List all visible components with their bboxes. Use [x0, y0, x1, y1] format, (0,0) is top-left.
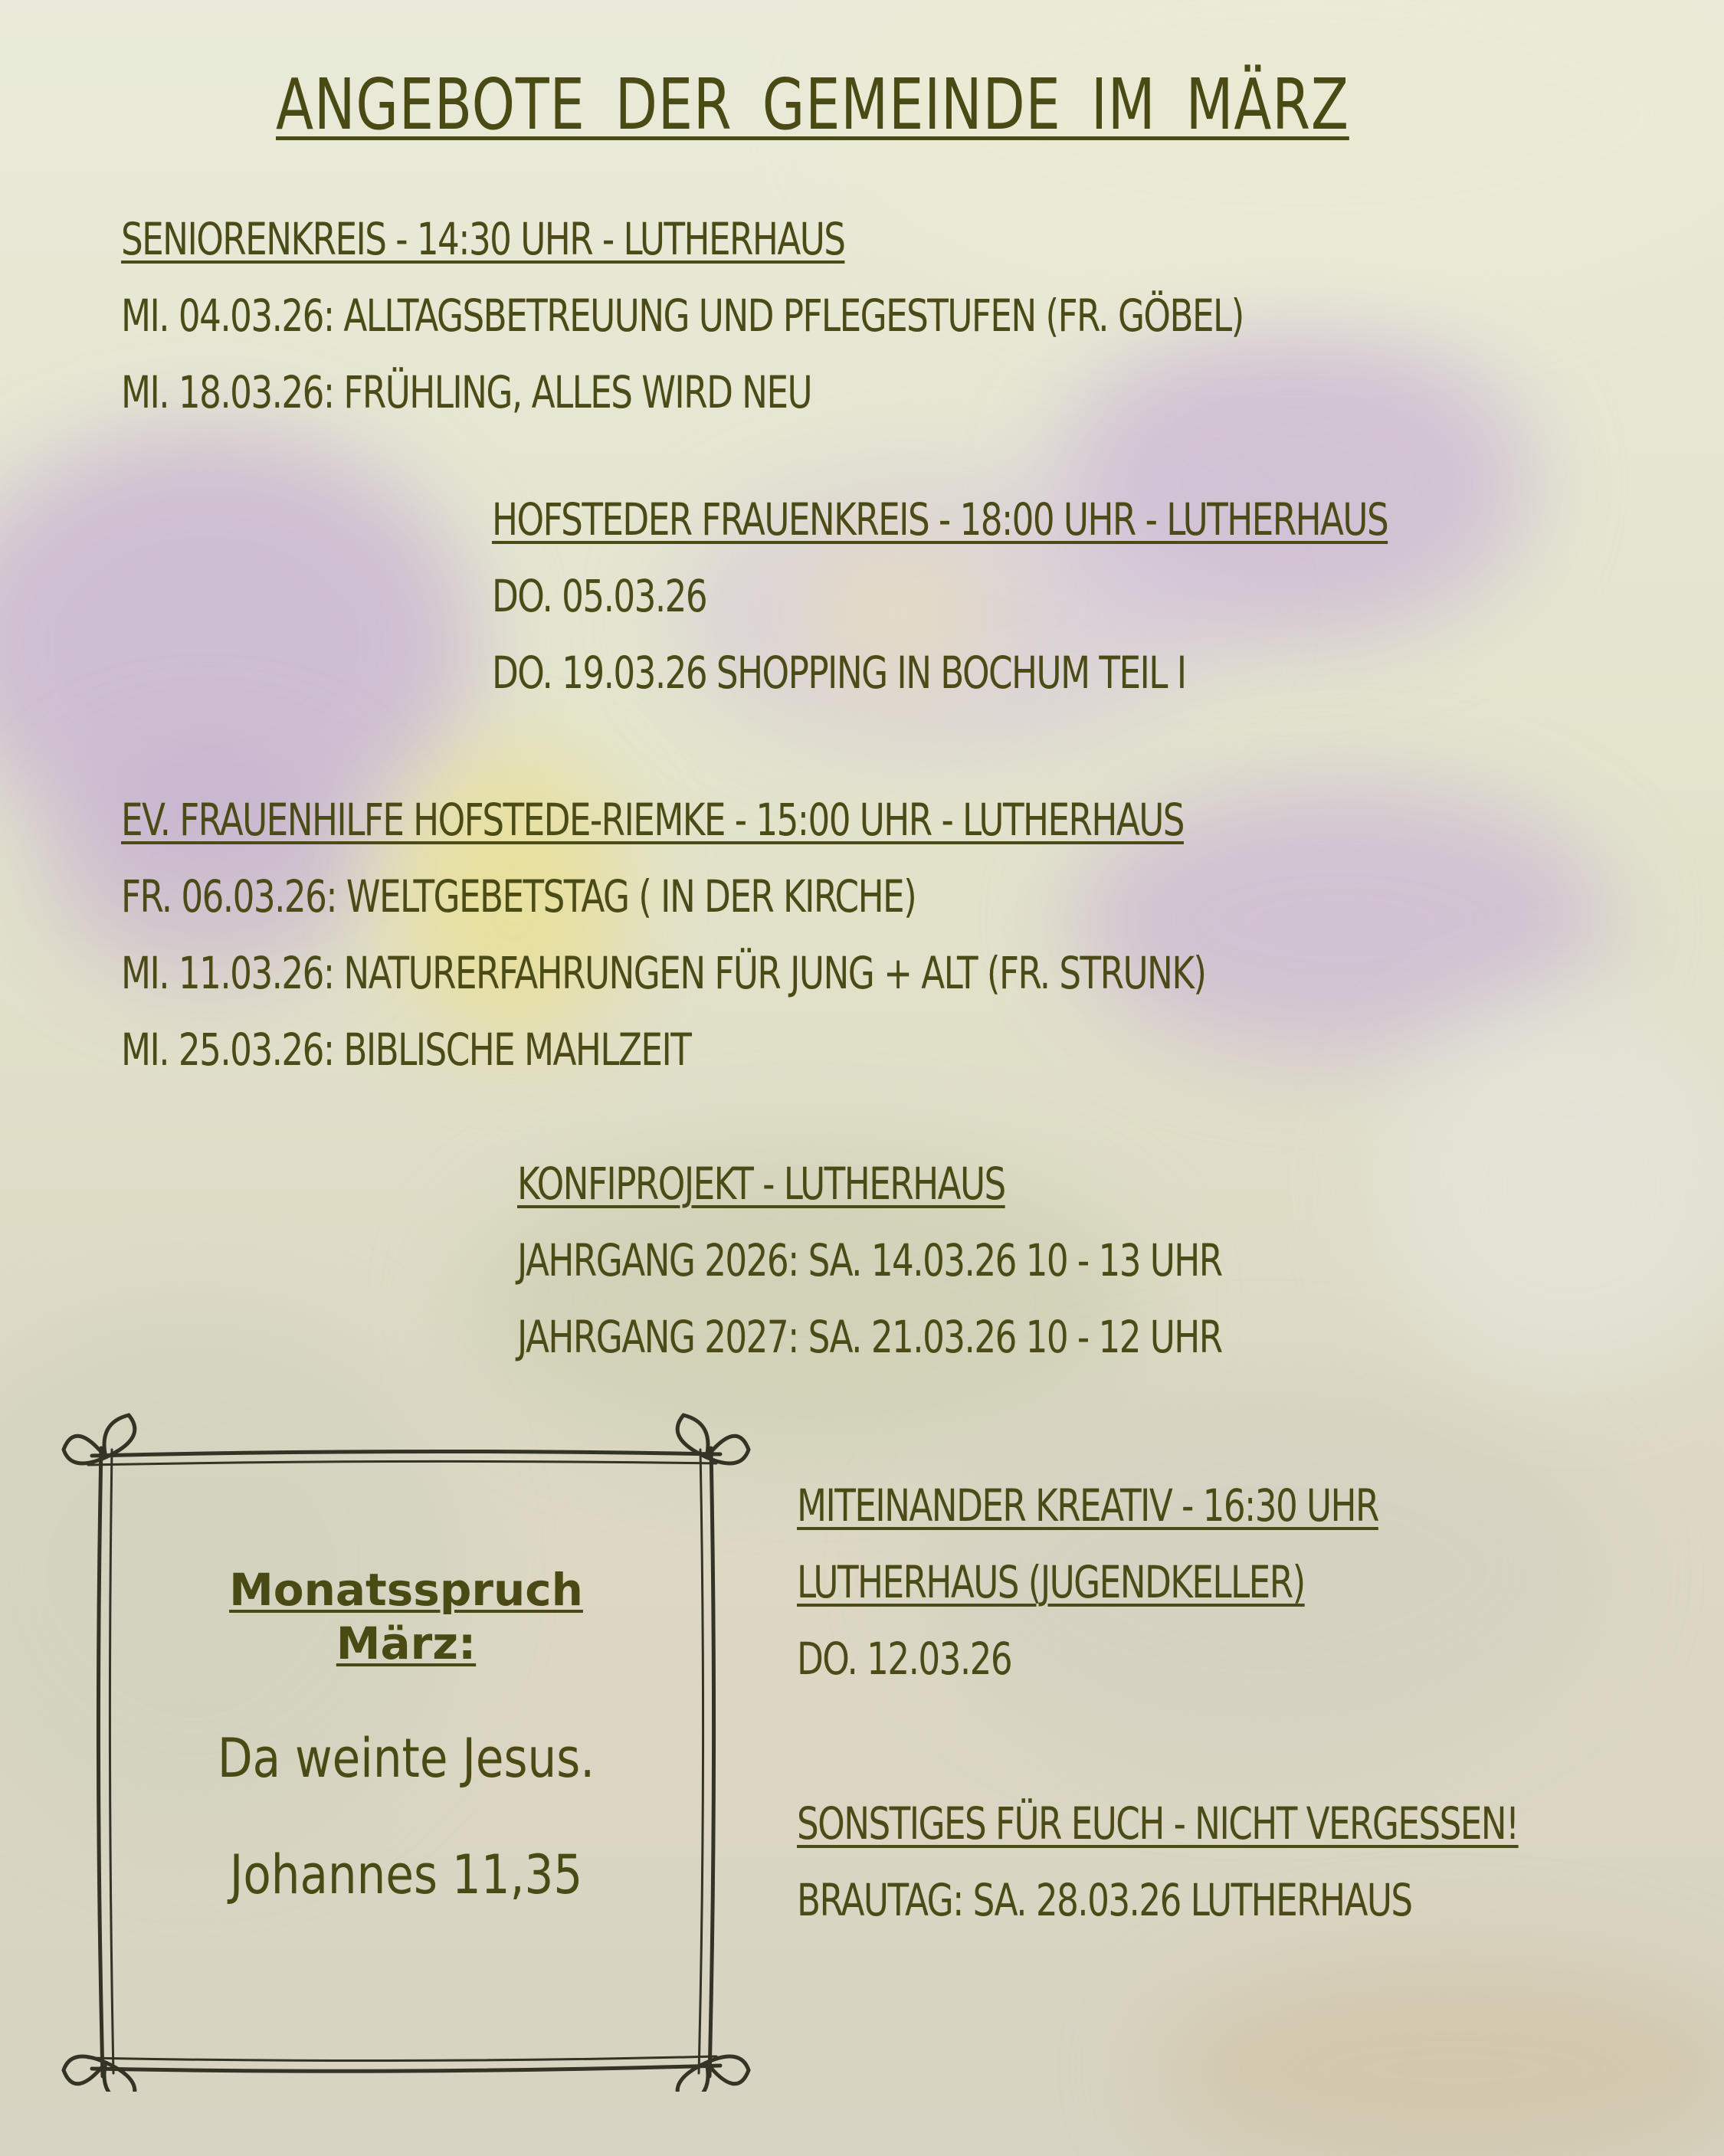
page-title: ANGEBOTE DER GEMEINDE IM MÄRZ — [276, 64, 1349, 146]
event-line: JAHRGANG 2027: SA. 21.03.26 10 - 12 UHR — [517, 1311, 1222, 1363]
event-line: BRAUTAG: SA. 28.03.26 LUTHERHAUS — [797, 1874, 1412, 1926]
monatsspruch-text: Da weinte Jesus. — [217, 1727, 595, 1790]
event-line: DO. 12.03.26 — [797, 1633, 1012, 1685]
monatsspruch-reference: Johannes 11,35 — [229, 1843, 583, 1906]
event-line: DO. 19.03.26 SHOPPING IN BOCHUM TEIL I — [492, 647, 1186, 699]
section-heading: SENIORENKREIS - 14:30 UHR - LUTHERHAUS — [121, 213, 845, 265]
section-heading-line2: LUTHERHAUS (JUGENDKELLER) — [797, 1556, 1305, 1608]
event-line: MI. 18.03.26: FRÜHLING, ALLES WIRD NEU — [121, 366, 812, 418]
monatsspruch-heading: Monatsspruch — [229, 1564, 583, 1616]
section-seniorenkreis — [121, 201, 1244, 431]
section-heading: KONFIPROJEKT - LUTHERHAUS — [517, 1158, 1005, 1210]
event-line: JAHRGANG 2026: SA. 14.03.26 10 - 13 UHR — [517, 1234, 1222, 1286]
section-heading: MITEINANDER KREATIV - 16:30 UHR — [797, 1479, 1378, 1532]
event-line: DO. 05.03.26 — [492, 570, 707, 622]
event-line: MI. 25.03.26: BIBLISCHE MAHLZEIT — [121, 1024, 691, 1076]
event-line: MI. 11.03.26: NATURERFAHRUNGEN FÜR JUNG + ALT (FR. STRUNK) — [121, 947, 1206, 999]
section-heading: SONSTIGES FÜR EUCH - NICHT VERGESSEN! — [797, 1797, 1519, 1850]
event-line: MI. 04.03.26: ALLTAGSBETREUUNG UND PFLEGESTUFEN (FR. GÖBEL) — [121, 290, 1244, 342]
section-frauenhilfe — [121, 781, 1206, 1088]
monatsspruch-month: März: — [336, 1617, 477, 1669]
section-kreativ — [797, 1467, 1378, 1697]
event-line: FR. 06.03.26: WELTGEBETSTAG ( IN DER KIRCHE) — [121, 870, 916, 922]
section-sonstiges — [797, 1785, 1519, 1938]
section-heading: EV. FRAUENHILFE HOFSTEDE-RIEMKE - 15:00 UHR - LUTHERHAUS — [121, 794, 1184, 846]
section-konfiprojekt — [517, 1145, 1222, 1375]
section-frauenkreis — [492, 481, 1388, 711]
section-heading: HOFSTEDER FRAUENKREIS - 18:00 UHR - LUTHERHAUS — [492, 493, 1388, 546]
monatsspruch-box — [100, 1563, 713, 1909]
